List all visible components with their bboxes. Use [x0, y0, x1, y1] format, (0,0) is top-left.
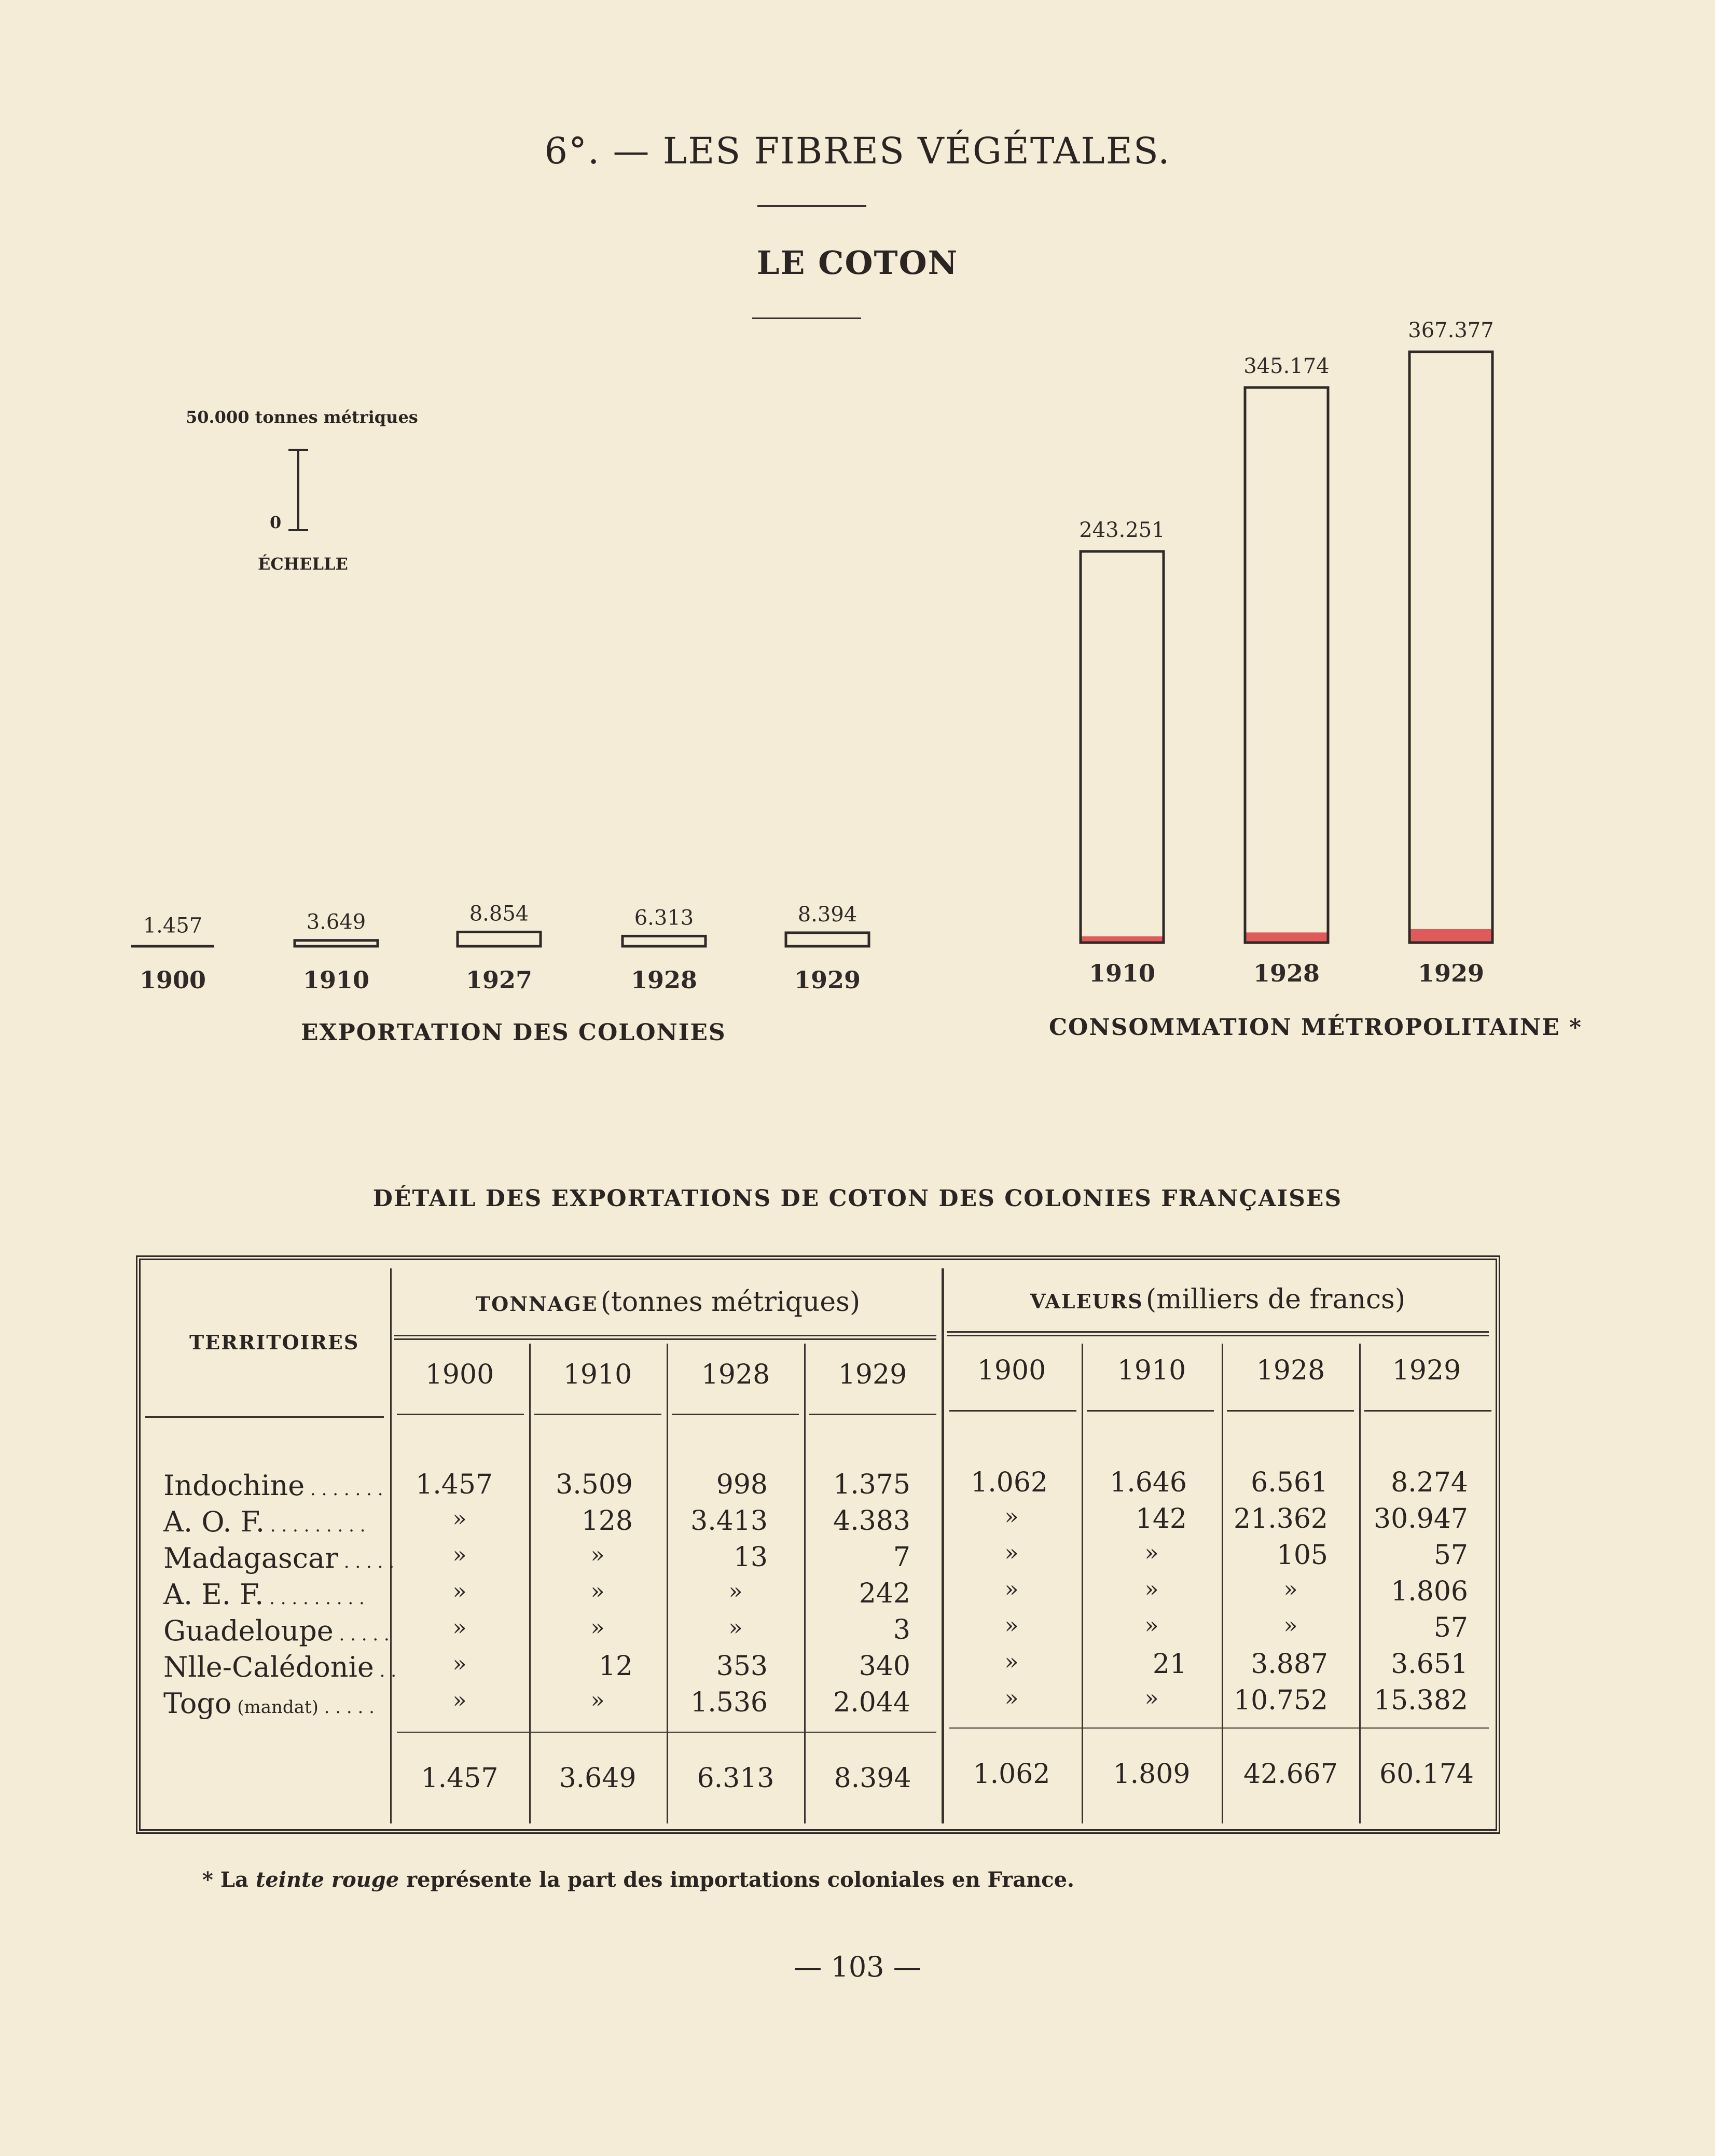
header-bottom-rule — [672, 1414, 799, 1415]
table-divider-col — [667, 1344, 668, 1823]
leader-dots: . . . . . . . . . — [265, 1515, 366, 1536]
table-cell: » — [590, 1578, 605, 1605]
table-divider-col — [529, 1344, 531, 1823]
table-cell: 128 — [581, 1505, 633, 1537]
export-bar — [623, 936, 706, 946]
table-cell: 7 — [893, 1542, 910, 1573]
table-cell: 13 — [733, 1542, 768, 1573]
table-cell: » — [1004, 1612, 1019, 1639]
table-cell: » — [1283, 1612, 1298, 1639]
scale-top-label: 50.000 tonnes métriques — [186, 407, 418, 427]
table-cell: 57 — [1433, 1612, 1468, 1643]
territory-name: Indochine — [163, 1469, 305, 1502]
total-cell: 1.062 — [973, 1759, 1050, 1790]
colonial-share-fill — [1245, 932, 1328, 943]
table-cell: » — [1004, 1649, 1019, 1675]
export-value-label: 1.457 — [143, 914, 203, 938]
row-territory — [163, 1651, 397, 1683]
export-year-label: 1928 — [630, 966, 698, 994]
consumption-value-label: 367.377 — [1408, 319, 1494, 343]
table-heading: DÉTAIL DES EXPORTATIONS DE COTON DES COLONIES FRANÇAISES — [372, 1185, 1343, 1212]
col-header-year: 1900 — [425, 1359, 494, 1390]
export-value-label: 3.649 — [306, 910, 366, 934]
table-cell: » — [1004, 1576, 1019, 1602]
tonnage-unit: (tonnes métriques) — [600, 1287, 861, 1318]
table-cell: » — [590, 1542, 605, 1568]
table-cell: 21 — [1152, 1649, 1187, 1680]
export-bar — [786, 933, 869, 946]
table-cell: » — [728, 1614, 743, 1641]
table-cell: 1.806 — [1391, 1576, 1468, 1607]
table-cell: 353 — [716, 1651, 768, 1682]
header-bottom-rule — [809, 1414, 936, 1415]
table-cell: 15.382 — [1374, 1685, 1468, 1716]
leader-dots: . . . . . . . . . — [264, 1588, 365, 1609]
consumption-bar — [1081, 551, 1164, 943]
table-cell: 3 — [893, 1614, 910, 1646]
territory-name: Togo — [163, 1687, 232, 1720]
leader-dots: . . . . . — [318, 1697, 375, 1718]
table-cell: 30.947 — [1374, 1503, 1468, 1535]
col-header-year: 1929 — [1392, 1355, 1461, 1386]
header-bottom-rule — [397, 1414, 524, 1415]
row-territory — [163, 1614, 390, 1647]
tonnage-label: TONNAGE — [475, 1292, 598, 1316]
table-cell: » — [452, 1505, 467, 1532]
leader-dots: . . . . . . . — [305, 1479, 383, 1500]
row-territory — [163, 1505, 386, 1538]
footnote-part2: représente la part des importations coloniales en France. — [406, 1868, 1074, 1892]
page-number: — 103 — — [794, 1951, 921, 1983]
header-rule — [394, 1335, 936, 1340]
table-cell: » — [1144, 1576, 1159, 1602]
table-cell: » — [452, 1542, 467, 1568]
total-cell: 6.313 — [697, 1763, 774, 1794]
consumption-year-label: 1928 — [1253, 959, 1320, 987]
col-header-year: 1928 — [1256, 1355, 1325, 1386]
table-cell: » — [1004, 1685, 1019, 1711]
table-cell: 21.362 — [1234, 1503, 1328, 1535]
table-cell: 1.375 — [833, 1469, 910, 1500]
territory-name: Nlle-Calédonie — [163, 1651, 374, 1683]
table-cell: » — [728, 1578, 743, 1605]
table-cell: » — [452, 1578, 467, 1605]
page-title: 6°. — LES FIBRES VÉGÉTALES. — [544, 130, 1171, 172]
valeurs-unit: (milliers de francs) — [1145, 1284, 1406, 1315]
table-cell: » — [590, 1614, 605, 1641]
territory-name: Madagascar — [163, 1542, 338, 1574]
export-year-label: 1900 — [139, 966, 206, 994]
table-cell: 340 — [859, 1651, 910, 1682]
export-value-label: 8.854 — [469, 902, 529, 926]
table-divider-territoires — [390, 1268, 392, 1823]
header-bottom-rule — [145, 1416, 384, 1418]
header-bottom-rule — [534, 1414, 661, 1415]
col-header-territoires: TERRITOIRES — [189, 1331, 359, 1354]
table-cell: » — [452, 1614, 467, 1641]
col-header-year: 1910 — [1117, 1355, 1186, 1386]
col-header-year: 1929 — [838, 1359, 907, 1390]
scale-caption: ÉCHELLE — [258, 554, 348, 574]
col-header-year: 1928 — [701, 1359, 770, 1390]
table-cell: » — [1144, 1612, 1159, 1639]
col-header-year: 1910 — [563, 1359, 632, 1390]
table-cell: 4.383 — [833, 1505, 910, 1537]
table-cell: 105 — [1276, 1540, 1328, 1571]
table-cell: » — [1283, 1576, 1298, 1602]
table-cell: » — [452, 1687, 467, 1713]
leader-dots: . . — [374, 1661, 397, 1681]
consumption-value-label: 345.174 — [1243, 354, 1330, 378]
leader-dots: . . . . . — [338, 1552, 395, 1572]
table-cell: » — [1004, 1503, 1019, 1530]
export-year-label: 1910 — [302, 966, 370, 994]
table-cell: 3.509 — [556, 1469, 633, 1500]
table-cell: 998 — [716, 1469, 768, 1500]
table-cell: 8.274 — [1391, 1467, 1468, 1498]
table-cell: 1.457 — [416, 1469, 493, 1500]
territory-name: Guadeloupe — [163, 1614, 334, 1647]
totals-rule — [949, 1727, 1489, 1729]
table-cell: 1.646 — [1110, 1467, 1187, 1498]
group-header-tonnage — [394, 1287, 942, 1318]
footnote-part1: La — [220, 1868, 248, 1892]
table-cell: 1.536 — [690, 1687, 768, 1718]
header-bottom-rule — [949, 1410, 1076, 1412]
table-cell: 242 — [859, 1578, 910, 1609]
colonial-share-fill — [1409, 929, 1492, 943]
table-divider-col — [1222, 1344, 1223, 1823]
consumption-year-label: 1910 — [1088, 959, 1156, 987]
export-year-label: 1927 — [465, 966, 533, 994]
total-cell: 1.809 — [1113, 1759, 1191, 1790]
export-bar — [295, 941, 378, 946]
header-rule — [947, 1331, 1489, 1336]
consumption-bar — [1409, 352, 1492, 943]
header-bottom-rule — [1364, 1410, 1491, 1412]
territory-name: A. E. F. — [163, 1578, 264, 1611]
scale-zero-label: 0 — [270, 513, 282, 532]
col-header-year: 1900 — [977, 1355, 1046, 1386]
leader-dots: . . . . . — [333, 1624, 390, 1645]
consumption-bar — [1245, 388, 1328, 943]
consumption-value-label: 243.251 — [1079, 518, 1165, 542]
table-cell: » — [1144, 1685, 1159, 1711]
export-year-label: 1929 — [794, 966, 861, 994]
table-divider-groups — [942, 1268, 944, 1823]
header-bottom-rule — [1087, 1410, 1214, 1412]
export-value-label: 6.313 — [634, 906, 694, 930]
table-cell: » — [1004, 1540, 1019, 1566]
footnote — [202, 1868, 1074, 1892]
table-cell: » — [590, 1687, 605, 1713]
total-cell: 3.649 — [559, 1763, 637, 1794]
footnote-italic: teinte rouge — [255, 1868, 399, 1892]
export-bar — [458, 932, 541, 946]
header-bottom-rule — [1227, 1410, 1354, 1412]
territory-suffix: (mandat) — [231, 1697, 319, 1718]
row-territory — [163, 1469, 386, 1502]
row-territory — [163, 1687, 386, 1720]
table-cell: 1.062 — [971, 1467, 1048, 1498]
page-subtitle: LE COTON — [756, 244, 959, 282]
total-cell: 1.457 — [421, 1763, 499, 1794]
export-value-label: 8.394 — [797, 902, 858, 927]
table-cell: 142 — [1135, 1503, 1187, 1535]
total-cell: 8.394 — [834, 1763, 911, 1794]
table-cell: 3.413 — [690, 1505, 768, 1537]
table-cell: 57 — [1433, 1540, 1468, 1571]
table-cell: » — [1144, 1540, 1159, 1566]
table-cell: 10.752 — [1234, 1685, 1328, 1716]
table-divider-col — [1082, 1344, 1083, 1823]
territory-name: A. O. F. — [163, 1505, 265, 1538]
table-cell: 3.651 — [1391, 1649, 1468, 1680]
valeurs-label: VALEURS — [1030, 1290, 1143, 1313]
footnote-star: * — [202, 1868, 213, 1892]
total-cell: 60.174 — [1379, 1759, 1474, 1790]
group-header-valeurs — [944, 1284, 1491, 1315]
totals-rule — [397, 1732, 936, 1733]
total-cell: 42.667 — [1243, 1759, 1338, 1790]
table-cell: 6.561 — [1251, 1467, 1328, 1498]
exports-chart-title: EXPORTATION DES COLONIES — [301, 1019, 726, 1046]
table-cell: 3.887 — [1251, 1649, 1328, 1680]
row-territory — [163, 1578, 386, 1611]
table-cell: 2.044 — [833, 1687, 910, 1718]
row-territory — [163, 1542, 395, 1574]
consumption-year-label: 1929 — [1417, 959, 1485, 987]
table-cell: » — [452, 1651, 467, 1677]
consumption-chart-title: CONSOMMATION MÉTROPOLITAINE * — [1049, 1014, 1582, 1041]
table-cell: 12 — [598, 1651, 633, 1682]
